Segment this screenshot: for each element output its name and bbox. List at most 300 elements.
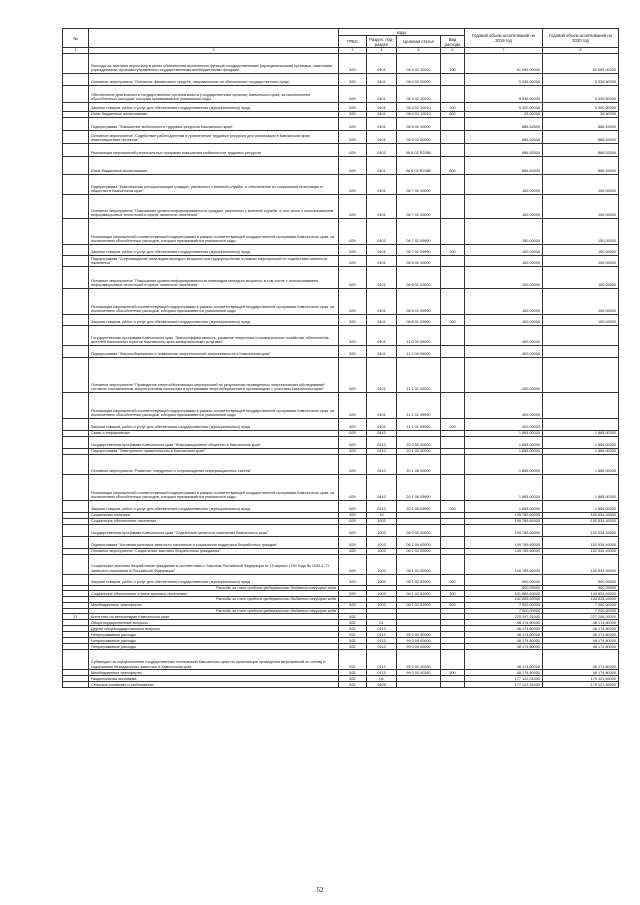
- row-amount-2019: 1 865,00000: [465, 455, 543, 475]
- row-name: Государственная программа Камчатского края "Информационное общество в Камчатском крае": [89, 437, 339, 449]
- budget-table: [62, 28, 619, 688]
- row-number: [63, 437, 89, 449]
- row-target: 06 1 02 52900: [397, 574, 441, 585]
- row-name: Подпрограмма "Активная политика занятости населения и социальная поддержка безработных граждан": [89, 536, 339, 548]
- row-name: Основное мероприятие "Развитие, внедрение и сопровождение информационных систем": [89, 455, 339, 475]
- row-grbs: 829: [339, 175, 367, 195]
- table-row: [63, 175, 619, 195]
- row-type: 200: [441, 245, 465, 256]
- row-amount-2020: 1 865,00000: [543, 475, 619, 501]
- row-target: 99 0 00 00000: [397, 638, 441, 644]
- row-amount-2020: 150,00000: [543, 219, 619, 245]
- row-grbs: 829: [339, 602, 367, 608]
- row-amount-2020: 5 335,50000: [543, 74, 619, 86]
- row-name: Расходы на выплаты персоналу в целях обеспечения выполнения функций государственными (муниципальными) органами, казенными учреждениями, органами управления государственными внебюджетными фондами: [89, 54, 339, 74]
- row-number: [63, 574, 89, 585]
- row-target: 06 4 02 10010: [397, 86, 441, 103]
- row-name: Основное мероприятие "Проведение энергосберегающих мероприятий по результатам проведенных энергетических обследований согласно составленным энергетическим паспортам и программам энергосбережения в организациях с участием Камчатского края": [89, 358, 339, 393]
- row-type: 500: [441, 670, 465, 676]
- row-name: Расходы за счет средств федерального бюджета текущего года: [89, 597, 339, 603]
- row-type: 500: [441, 602, 465, 608]
- row-name: Подпрограмма "Комплексная ресоциализация граждан, уволенных с военной службы, и обеспечение их социальной интеграции в общество в Камчатском крае": [89, 175, 339, 195]
- row-grbs: 829: [339, 524, 367, 536]
- row-grbs: 832: [339, 670, 367, 676]
- row-type: [441, 86, 465, 103]
- row-type: 200: [441, 501, 465, 513]
- row-amount-2020: 152 534,40000: [543, 548, 619, 554]
- row-grbs: 829: [339, 86, 367, 103]
- row-section: 0113: [367, 632, 397, 638]
- row-section: 0401: [367, 118, 397, 131]
- row-amount-2020: 152 534,40000: [543, 536, 619, 548]
- row-number: [63, 175, 89, 195]
- budget-table-sheet: [62, 28, 618, 688]
- table-row: [63, 524, 619, 536]
- row-target: 06 4 02 00000: [397, 74, 441, 86]
- row-amount-2020: [543, 326, 619, 346]
- row-number: [63, 419, 89, 431]
- row-number: [63, 315, 89, 326]
- row-section: 0401: [367, 326, 397, 346]
- row-target: 20 1 00 00000: [397, 449, 441, 455]
- row-grbs: 829: [339, 393, 367, 419]
- table-row: [63, 393, 619, 419]
- row-amount-2020: 1 865,00000: [543, 437, 619, 449]
- row-number: [63, 326, 89, 346]
- table-row: [63, 475, 619, 501]
- row-grbs: 829: [339, 219, 367, 245]
- row-amount-2019: 150,00000: [465, 245, 543, 256]
- row-amount-2019: 5 300,00000: [465, 103, 543, 112]
- table-row: [63, 501, 619, 513]
- row-type: [441, 455, 465, 475]
- row-number: [63, 118, 89, 131]
- row-amount-2020: 150,00000: [543, 195, 619, 219]
- row-amount-2019: 150,00000: [465, 175, 543, 195]
- row-section: 1003: [367, 518, 397, 524]
- row-type: 100: [441, 54, 465, 74]
- row-amount-2019: 141 889,60000: [465, 591, 543, 597]
- row-section: 0401: [367, 103, 397, 112]
- row-amount-2020: 1 865,00000: [543, 455, 619, 475]
- row-name: Закупка товаров, работ и услуг для обеспечения государственных (муниципальных) нужд: [89, 315, 339, 326]
- row-target: 06 4 02 10010: [397, 112, 441, 118]
- row-amount-2019: 886,52500: [465, 131, 543, 144]
- row-number: [63, 501, 89, 513]
- row-amount-2020: 35,50000: [543, 112, 619, 118]
- row-amount-2019: 1 865,00000: [465, 431, 543, 437]
- row-section: 0401: [367, 358, 397, 393]
- row-grbs: 829: [339, 358, 367, 393]
- row-amount-2019: 400,00000: [465, 326, 543, 346]
- row-number: [63, 455, 89, 475]
- row-section: 1003: [367, 574, 397, 585]
- row-grbs: 829: [339, 554, 367, 574]
- table-row: [63, 346, 619, 358]
- row-section: 0401: [367, 289, 397, 315]
- row-section: 0401: [367, 157, 397, 175]
- row-section: 0410: [367, 431, 397, 437]
- table-row: [63, 289, 619, 315]
- row-target: 20 1 06 00000: [397, 455, 441, 475]
- row-grbs: 832: [339, 626, 367, 632]
- table-row: [63, 131, 619, 144]
- row-name: Иные бюджетные ассигнования: [89, 112, 339, 118]
- row-amount-2020: 886,52500: [543, 131, 619, 144]
- header-index: 7: [465, 48, 543, 54]
- row-grbs: 829: [339, 103, 367, 112]
- row-section: 0113: [367, 644, 397, 650]
- row-target: 06 7 00 00000: [397, 175, 441, 195]
- row-grbs: 829: [339, 431, 367, 437]
- row-number: [63, 346, 89, 358]
- row-grbs: 829: [339, 574, 367, 585]
- header-2020: Годовой объем ассигнований на 2020 год: [543, 29, 619, 48]
- row-amount-2020: [543, 358, 619, 393]
- page-number: 52: [316, 886, 324, 894]
- row-type: 800: [441, 157, 465, 175]
- row-amount-2020: 179 121,50000: [543, 682, 619, 688]
- row-number: [63, 195, 89, 219]
- row-amount-2019: 7 000,00000: [465, 608, 543, 614]
- row-grbs: 829: [339, 501, 367, 513]
- row-number: [63, 554, 89, 574]
- row-number: [63, 103, 89, 112]
- row-type: [441, 219, 465, 245]
- row-section: 10: [367, 513, 397, 519]
- row-amount-2019: 400,00000: [465, 393, 543, 419]
- row-amount-2019: 5 335,50000: [465, 86, 543, 103]
- row-number: [63, 475, 89, 501]
- row-amount-2019: 400,00000: [465, 358, 543, 393]
- row-section: 0401: [367, 419, 397, 431]
- header-index: 1: [63, 48, 89, 54]
- header-index: 6: [441, 48, 465, 54]
- row-amount-2019: 149 789,60000: [465, 513, 543, 519]
- row-name: Подпрограмма "Повышение мобильности трудовых ресурсов Камчатского края": [89, 118, 339, 131]
- row-section: 0401: [367, 175, 397, 195]
- row-name: Закупка товаров, работ и услуг для обеспечения государственных (муниципальных) нужд: [89, 419, 339, 431]
- row-number: [63, 524, 89, 536]
- header-index: 2: [89, 48, 339, 54]
- row-amount-2020: 886,52500: [543, 118, 619, 131]
- row-grbs: 829: [339, 346, 367, 358]
- row-amount-2020: 5 300,00000: [543, 103, 619, 112]
- row-grbs: 829: [339, 315, 367, 326]
- row-target: 11 1 01 09990: [397, 419, 441, 431]
- row-section: 1003: [367, 524, 397, 536]
- row-target: 06 7 02 09990: [397, 245, 441, 256]
- row-type: [441, 437, 465, 449]
- row-amount-2019: 149 789,60000: [465, 554, 543, 574]
- row-type: [441, 289, 465, 315]
- row-amount-2019: 35,50000: [465, 112, 543, 118]
- table-row: [63, 157, 619, 175]
- row-amount-2019: 150,00000: [465, 289, 543, 315]
- row-target: 11 0 00 00000: [397, 326, 441, 346]
- table-row: [63, 219, 619, 245]
- row-target: 11 1 00 00000: [397, 346, 441, 358]
- row-target: 11 1 01 09990: [397, 393, 441, 419]
- row-target: 06 6 02 R2380: [397, 157, 441, 175]
- row-amount-2019: 150,00000: [465, 219, 543, 245]
- table-row: [63, 54, 619, 74]
- row-target: 06 6 02 R2380: [397, 144, 441, 157]
- row-amount-2019: 1 865,00000: [465, 437, 543, 449]
- row-grbs: 829: [339, 195, 367, 219]
- row-amount-2019: 51 089,00000: [465, 54, 543, 74]
- header-num: №: [63, 29, 89, 48]
- row-type: [441, 358, 465, 393]
- table-row: [63, 144, 619, 157]
- table-row: [63, 554, 619, 574]
- row-amount-2019: 400,00000: [465, 346, 543, 358]
- row-grbs: 829: [339, 256, 367, 267]
- row-section: 0401: [367, 256, 397, 267]
- row-name: Непрограммные расходы: [89, 638, 339, 644]
- table-row: [63, 315, 619, 326]
- row-name: Основное мероприятие "Повышение уровня информированности инвалидов молодого возраста, в том числе с использованием информационных технологий в сфере занятости населения": [89, 267, 339, 289]
- row-type: 800: [441, 112, 465, 118]
- row-type: 200: [441, 315, 465, 326]
- row-type: [441, 175, 465, 195]
- row-number: [63, 74, 89, 86]
- row-name: Агентство по ветеринарии Камчатского края: [89, 614, 339, 620]
- row-grbs: 832: [339, 614, 367, 620]
- row-amount-2020: [543, 419, 619, 431]
- row-amount-2019: 1 865,00000: [465, 501, 543, 513]
- row-name: Социальная политика: [89, 513, 339, 519]
- row-name: Расходы за счет средств федерального бюджета текущего года: [89, 608, 339, 614]
- row-name: Непрограммные расходы: [89, 632, 339, 638]
- table-row: [63, 86, 619, 103]
- row-section: 04: [367, 676, 397, 682]
- row-grbs: 829: [339, 548, 367, 554]
- row-amount-2020: 150,00000: [543, 175, 619, 195]
- row-name: Национальная экономика: [89, 676, 339, 682]
- row-section: 0401: [367, 267, 397, 289]
- row-amount-2019: 900,00000: [465, 574, 543, 585]
- row-name: Субвенции на осуществление государственных полномочий Камчатского края по организации проведения мероприятий по отлову и содержанию безнадзорных животных в Камчатском крае: [89, 650, 339, 670]
- row-type: 300: [441, 591, 465, 597]
- table-row: [63, 256, 619, 267]
- row-name: Непрограммные расходы: [89, 644, 339, 650]
- row-target: 06 4 02 10010: [397, 103, 441, 112]
- row-amount-2019: 149 789,60000: [465, 524, 543, 536]
- table-row: [63, 326, 619, 346]
- row-target: 06 1 00 00000: [397, 536, 441, 548]
- row-grbs: 829: [339, 449, 367, 455]
- row-amount-2019: 1 865,00000: [465, 449, 543, 455]
- row-amount-2019: 886,52500: [465, 118, 543, 131]
- header-name: [89, 29, 339, 48]
- row-section: 1003: [367, 536, 397, 548]
- row-grbs: 829: [339, 475, 367, 501]
- row-grbs: 829: [339, 112, 367, 118]
- row-target: 20 1 06 09990: [397, 475, 441, 501]
- row-amount-2019: 150,00000: [465, 315, 543, 326]
- row-amount-2020: 900,00000: [543, 585, 619, 591]
- row-number: [63, 54, 89, 74]
- row-amount-2020: 48 174,80000: [543, 632, 619, 638]
- row-type: [441, 554, 465, 574]
- table-row: [63, 103, 619, 112]
- row-name: Подпрограмма "Сопровождение инвалидов молодого возраста при трудоустройстве в рамках мероприятий по содействию занятости населения": [89, 256, 339, 267]
- row-grbs: 829: [339, 518, 367, 524]
- row-number: [63, 256, 89, 267]
- header-section: Раздел, под-раздел: [367, 36, 397, 48]
- row-grbs: 832: [339, 676, 367, 682]
- row-grbs: 829: [339, 245, 367, 256]
- row-amount-2019: 150,00000: [465, 256, 543, 267]
- row-grbs: 832: [339, 632, 367, 638]
- table-row: [63, 358, 619, 393]
- row-name: Межбюджетные трансферты: [89, 670, 339, 676]
- row-target: 06 8 01 00000: [397, 267, 441, 289]
- row-name: Подпрограмма "Электронное правительство в Камчатском крае": [89, 449, 339, 455]
- row-section: 0401: [367, 315, 397, 326]
- row-amount-2019: 48 174,80000: [465, 626, 543, 632]
- row-type: [441, 195, 465, 219]
- row-name: Социальное обеспечение и иные выплаты населению: [89, 591, 339, 597]
- row-section: 0401: [367, 393, 397, 419]
- row-section: 0113: [367, 638, 397, 644]
- row-grbs: 829: [339, 144, 367, 157]
- row-amount-2019: 5 335,50000: [465, 74, 543, 86]
- row-type: [441, 144, 465, 157]
- row-grbs: 829: [339, 54, 367, 74]
- row-amount-2020: [543, 393, 619, 419]
- row-amount-2020: 1 865,00000: [543, 449, 619, 455]
- row-amount-2020: 48 174,80000: [543, 650, 619, 670]
- row-amount-2020: 7 000,00000: [543, 602, 619, 608]
- row-name: Социальное обеспечение населения: [89, 518, 339, 524]
- row-grbs: 829: [339, 267, 367, 289]
- row-target: 06 1 02 00000: [397, 548, 441, 554]
- row-type: [441, 682, 465, 688]
- row-grbs: 829: [339, 437, 367, 449]
- row-number: [63, 245, 89, 256]
- table-row: [63, 650, 619, 670]
- header-index: 3: [339, 48, 367, 54]
- row-amount-2020: 144 634,40000: [543, 597, 619, 603]
- row-target: 11 1 01 00000: [397, 358, 441, 393]
- row-grbs: 832: [339, 638, 367, 644]
- row-amount-2019: 149 789,60000: [465, 536, 543, 548]
- row-grbs: 829: [339, 513, 367, 519]
- row-amount-2020: 1 865,00000: [543, 501, 619, 513]
- row-type: [441, 326, 465, 346]
- row-name: Расходы за счет средств федерального бюджета текущего года: [89, 585, 339, 591]
- header-index: 4: [367, 48, 397, 54]
- row-amount-2020: 48 174,80000: [543, 670, 619, 676]
- row-target: 99 0 00 40280: [397, 650, 441, 670]
- row-name: Реализация мероприятий соответствующей подпрограммы в рамках соответствующей государственной программы Камчатского края, за исключением обособленных расходов, которым присваиваются уникальные коды: [89, 289, 339, 315]
- row-section: 1003: [367, 591, 397, 597]
- row-type: [441, 475, 465, 501]
- row-number: [63, 682, 89, 688]
- row-grbs: 832: [339, 644, 367, 650]
- row-amount-2020: 51 089,00000: [543, 54, 619, 74]
- table-row: [63, 536, 619, 548]
- row-type: [441, 118, 465, 131]
- row-amount-2019: 48 174,80000: [465, 638, 543, 644]
- row-name: Социальные выплаты безработным гражданам в соответствии с Законом Российской Федерации от 19 апреля 1991 года № 1032-1 "О занятости населения в Российской Федерации": [89, 554, 339, 574]
- row-amount-2020: 900,00000: [543, 574, 619, 585]
- row-grbs: 829: [339, 536, 367, 548]
- row-grbs: 829: [339, 157, 367, 175]
- row-grbs: 829: [339, 326, 367, 346]
- row-target: 06 8 01 09990: [397, 315, 441, 326]
- header-codes-group: коды: [339, 29, 465, 36]
- header-index: 8: [543, 48, 619, 54]
- row-number: [63, 536, 89, 548]
- row-amount-2020: 179 121,50000: [543, 676, 619, 682]
- header-grbs: ГРБС: [339, 36, 367, 48]
- row-type: [441, 256, 465, 267]
- row-amount-2019: 149 789,60000: [465, 548, 543, 554]
- row-section: 0401: [367, 112, 397, 118]
- row-name: Основное мероприятие "Содействие работодателям в привлечении трудовых ресурсов для реализации в Камчатском крае инвестиционных проектов": [89, 131, 339, 144]
- row-section: 1003: [367, 602, 397, 608]
- row-number: [63, 267, 89, 289]
- row-amount-2019: 48 174,80000: [465, 632, 543, 638]
- row-amount-2020: 150,00000: [543, 256, 619, 267]
- row-name: Реализация мероприятий соответствующей подпрограммы в рамках соответствующей государственной программы Камчатского края, за исключением обособленных расходов, которым присваиваются уникальные коды: [89, 393, 339, 419]
- row-section: 0113: [367, 650, 397, 670]
- row-number: [63, 289, 89, 315]
- row-target: 06 6 00 00000: [397, 118, 441, 131]
- row-name: Закупка товаров, работ и услуг для обеспечения государственных (муниципальных) нужд: [89, 501, 339, 513]
- row-section: 1003: [367, 554, 397, 574]
- row-section: 0410: [367, 437, 397, 449]
- row-amount-2019: 48 174,80000: [465, 650, 543, 670]
- table-row: [63, 245, 619, 256]
- table-row: [63, 682, 619, 688]
- row-type: [441, 131, 465, 144]
- row-amount-2020: [543, 346, 619, 358]
- row-section: 01: [367, 620, 397, 626]
- row-type: 200: [441, 574, 465, 585]
- row-target: 06 7 02 09990: [397, 219, 441, 245]
- row-section: 0401: [367, 54, 397, 74]
- row-section: 1003: [367, 548, 397, 554]
- row-target: 20 0 00 00000: [397, 437, 441, 449]
- row-target: 99 0 00 00000: [397, 632, 441, 638]
- row-type: 200: [441, 419, 465, 431]
- row-section: 0113: [367, 670, 397, 676]
- row-name: Межбюджетные трансферты: [89, 602, 339, 608]
- row-amount-2019: 177 122,51000: [465, 682, 543, 688]
- row-name: Основное мероприятие "Основное финансовых средств, направленных на обеспечение государственных нужд": [89, 74, 339, 86]
- row-amount-2020: 1 865,00000: [543, 431, 619, 437]
- row-type: 200: [441, 103, 465, 112]
- row-number: [63, 393, 89, 419]
- row-amount-2020: 886,52500: [543, 157, 619, 175]
- row-amount-2019: 400,00000: [465, 419, 543, 431]
- table-row: [63, 118, 619, 131]
- row-amount-2020: 5 335,50000: [543, 86, 619, 103]
- row-amount-2020: 152 534,40000: [543, 524, 619, 536]
- row-type: [441, 650, 465, 670]
- row-type: [441, 393, 465, 419]
- row-section: 0401: [367, 245, 397, 256]
- row-amount-2020: 227 206,30000: [543, 614, 619, 620]
- table-row: [63, 74, 619, 86]
- row-type: [441, 346, 465, 358]
- row-name: Реализация мероприятий соответствующей подпрограммы в рамках соответствующей государственной программы Камчатского края, за исключением обособленных расходов, которым присваиваются уникальные коды: [89, 219, 339, 245]
- row-name: Государственная программа Камчатского края "Содействие занятости населения Камчатского края": [89, 524, 339, 536]
